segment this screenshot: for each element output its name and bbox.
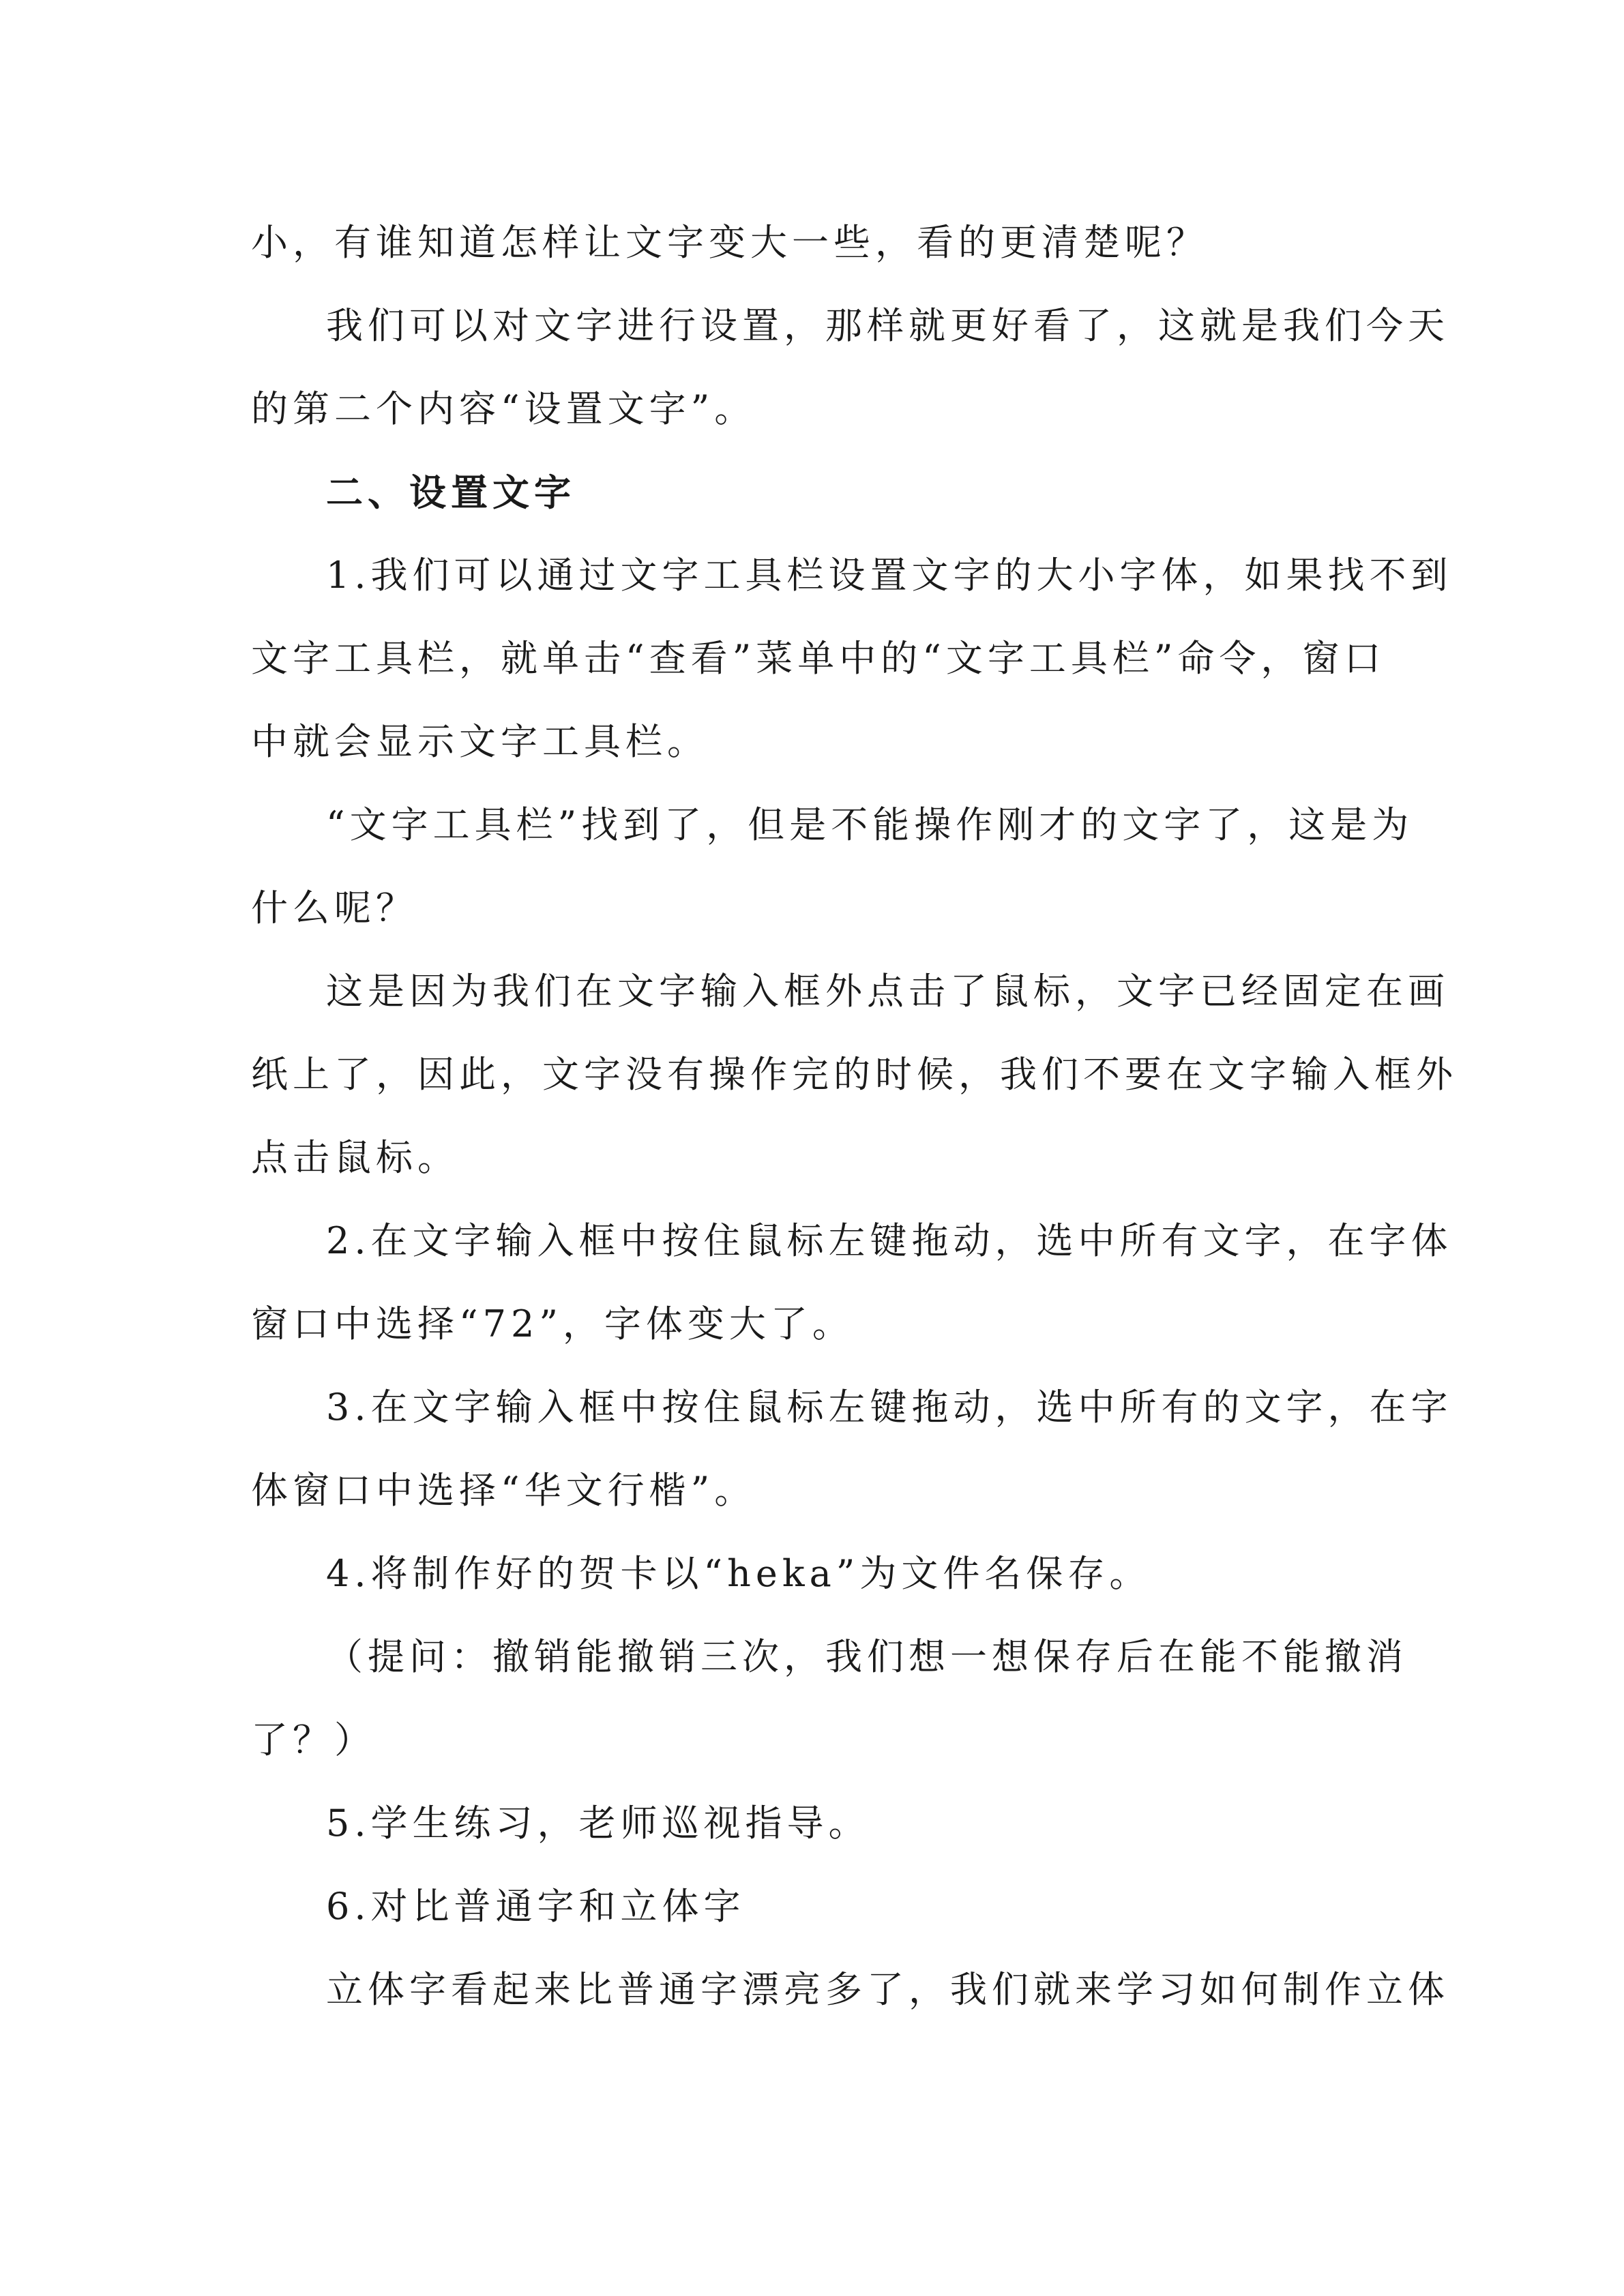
text-line: 纸上了，因此，文字没有操作完的时候，我们不要在文字输入框外	[251, 1053, 1458, 1096]
text-line: 4.将制作好的贺卡以“heka”为文件名保存。	[326, 1552, 1151, 1595]
text-line: 2.在文字输入框中按住鼠标左键拖动，选中所有文字，在字体	[326, 1219, 1453, 1262]
text-line: 这是因为我们在文字输入框外点击了鼠标，文字已经固定在画	[326, 970, 1449, 1013]
text-line: 立体字看起来比普通字漂亮多了，我们就来学习如何制作立体	[326, 1968, 1449, 2011]
text-line: 什么呢？	[251, 886, 417, 929]
text-line: 体窗口中选择“华文行楷”。	[251, 1469, 756, 1512]
text-line: 3.在文字输入框中按住鼠标左键拖动，选中所有的文字，在字	[326, 1386, 1453, 1429]
text-line: 我们可以对文字进行设置，那样就更好看了，这就是我们今天	[326, 304, 1449, 347]
text-line: 窗口中选择“72”，字体变大了。	[251, 1302, 854, 1345]
text-line: 中就会显示文字工具栏。	[251, 720, 709, 763]
text-line: 小，有谁知道怎样让文字变大一些，看的更清楚呢？	[251, 221, 1208, 264]
text-line: 的第二个内容“设置文字”。	[251, 387, 756, 430]
text-line: 文字工具栏，就单击“查看”菜单中的“文字工具栏”命令，窗口	[251, 637, 1386, 680]
text-line: 1.我们可以通过文字工具栏设置文字的大小字体，如果找不到	[326, 554, 1453, 597]
text-line: 点击鼠标。	[251, 1136, 459, 1179]
text-line: 6.对比普通字和立体字	[326, 1885, 745, 1928]
text-line: “文字工具栏”找到了，但是不能操作刚才的文字了，这是为	[326, 803, 1414, 846]
text-line: 了？）	[251, 1718, 376, 1761]
text-line: 5.学生练习，老师巡视指导。	[326, 1802, 870, 1845]
text-line: （提问：撤销能撤销三次，我们想一想保存后在能不能撤消	[326, 1635, 1408, 1678]
section-heading: 二、设置文字	[326, 471, 576, 514]
